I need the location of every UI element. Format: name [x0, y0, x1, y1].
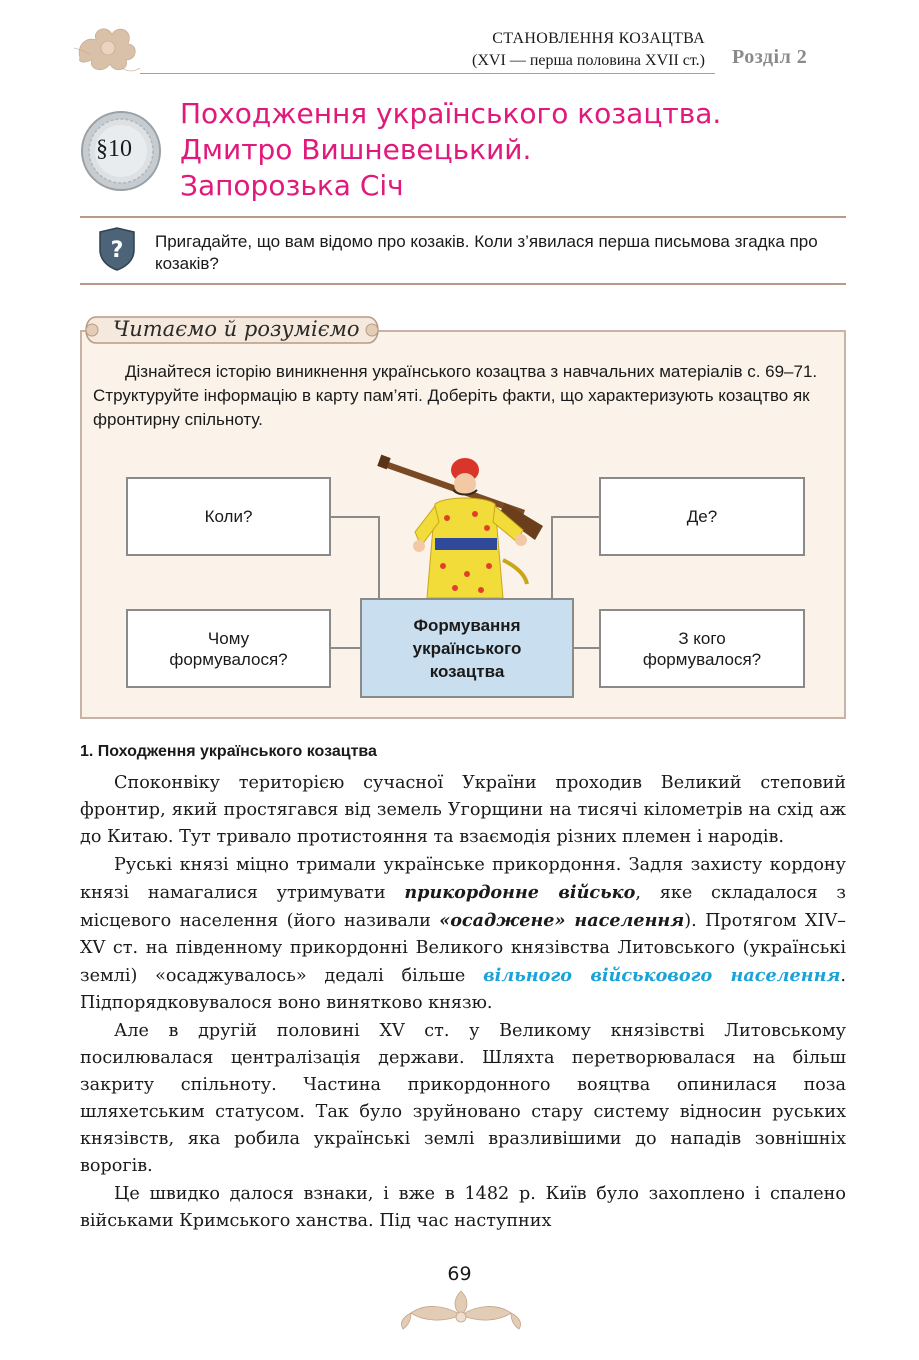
cossack-illustration-icon [375, 448, 555, 598]
mindmap-box-who-text: З кого формувалося? [642, 628, 762, 669]
body-paragraph: Споконвіку територією сучасної України проходив Великий степовий фронтир, який простягався від земель Угорщини на тисячі кілометрів на схід аж до Китаю. Тут тривало протистояння та взаємодія різних племен і народів. [80, 773, 846, 847]
chapter-title: СТАНОВЛЕННЯ КОЗАЦТВА [492, 30, 705, 47]
term-emphasis: «осаджене» населення [439, 910, 685, 931]
mindmap-box-why-text: Чому формувалося? [169, 628, 288, 669]
term-emphasis: прикордонне військо [404, 882, 636, 903]
page-number: 69 [447, 1263, 472, 1285]
mindmap-center-box [360, 598, 574, 698]
text-run: ). Протягом XIV–XV ст. на південному прикордонні Великого князівства Литовського (українські землі) «осаджувалось» дедалі більше [80, 911, 846, 986]
text-run: . Підпорядковувалося воно винятково князю. [80, 966, 847, 1013]
read-instructions-text: Дізнайтеся історію виникнення українського козацтва з навчальних матеріалів с. 69–71. Структуруйте інформацію в карту пам’яті. Доберіть факти, що характеризують козацтво як фронтирну спільноту. [93, 362, 818, 429]
mindmap-box-who [599, 609, 805, 688]
recall-question: Пригадайте, що вам відомо про козаків. Коли з’явилася перша письмова згадка про козаків? [155, 232, 818, 273]
text-run: Руські князі міцно тримали українське прикордоння. Задля захисту кордону князі намагалися утримувати [80, 855, 846, 903]
section-heading: 1. Походження українського козацтва [80, 743, 377, 760]
chapter-subtitle: (XVI — перша половина XVII ст.) [472, 52, 705, 69]
section-body [80, 770, 846, 1236]
footer-ornament-icon [395, 1285, 527, 1333]
mindmap-box-where: Де? [599, 477, 805, 556]
body-paragraph [80, 852, 846, 1017]
section-label: Розділ 2 [732, 46, 808, 68]
lesson-title-line: Походження українського козацтва. [180, 97, 722, 130]
lesson-title-line: Дмитро Вишневецький. [180, 133, 532, 166]
body-paragraph: Але в другій половині XV ст. у Великому князівстві Литовському посилювалася централізація держави. Шляхта перетворювалася на більш закриту спільноту. Частина прикордонного вояцтва опинилася поза шляхетським статусом. Так було зруйновано стару систему відносин руських князівств, яка робила українські землі вразливішими до нападів зовнішніх ворогів. [80, 1021, 846, 1176]
svg-text:?: ? [110, 238, 124, 263]
glossary-term: вільного військового населення [483, 965, 841, 986]
mindmap-box-why [126, 609, 331, 688]
mindmap-box-when: Коли? [126, 477, 331, 556]
text-run: , яке складалося з місцевого населення (його називали [80, 883, 846, 931]
body-paragraph: Це швидко далося взнаки, і вже в 1482 р. Київ було захоплено і спалено військами Кримського ханства. Під час наступних [80, 1184, 846, 1231]
read-section-label: Читаємо й розуміємо [113, 317, 360, 341]
paragraph-number: §10 [96, 136, 132, 162]
mindmap-center-text: Формування українського козацтва [412, 615, 522, 681]
lesson-title-line: Запорозька Січ [180, 169, 404, 202]
